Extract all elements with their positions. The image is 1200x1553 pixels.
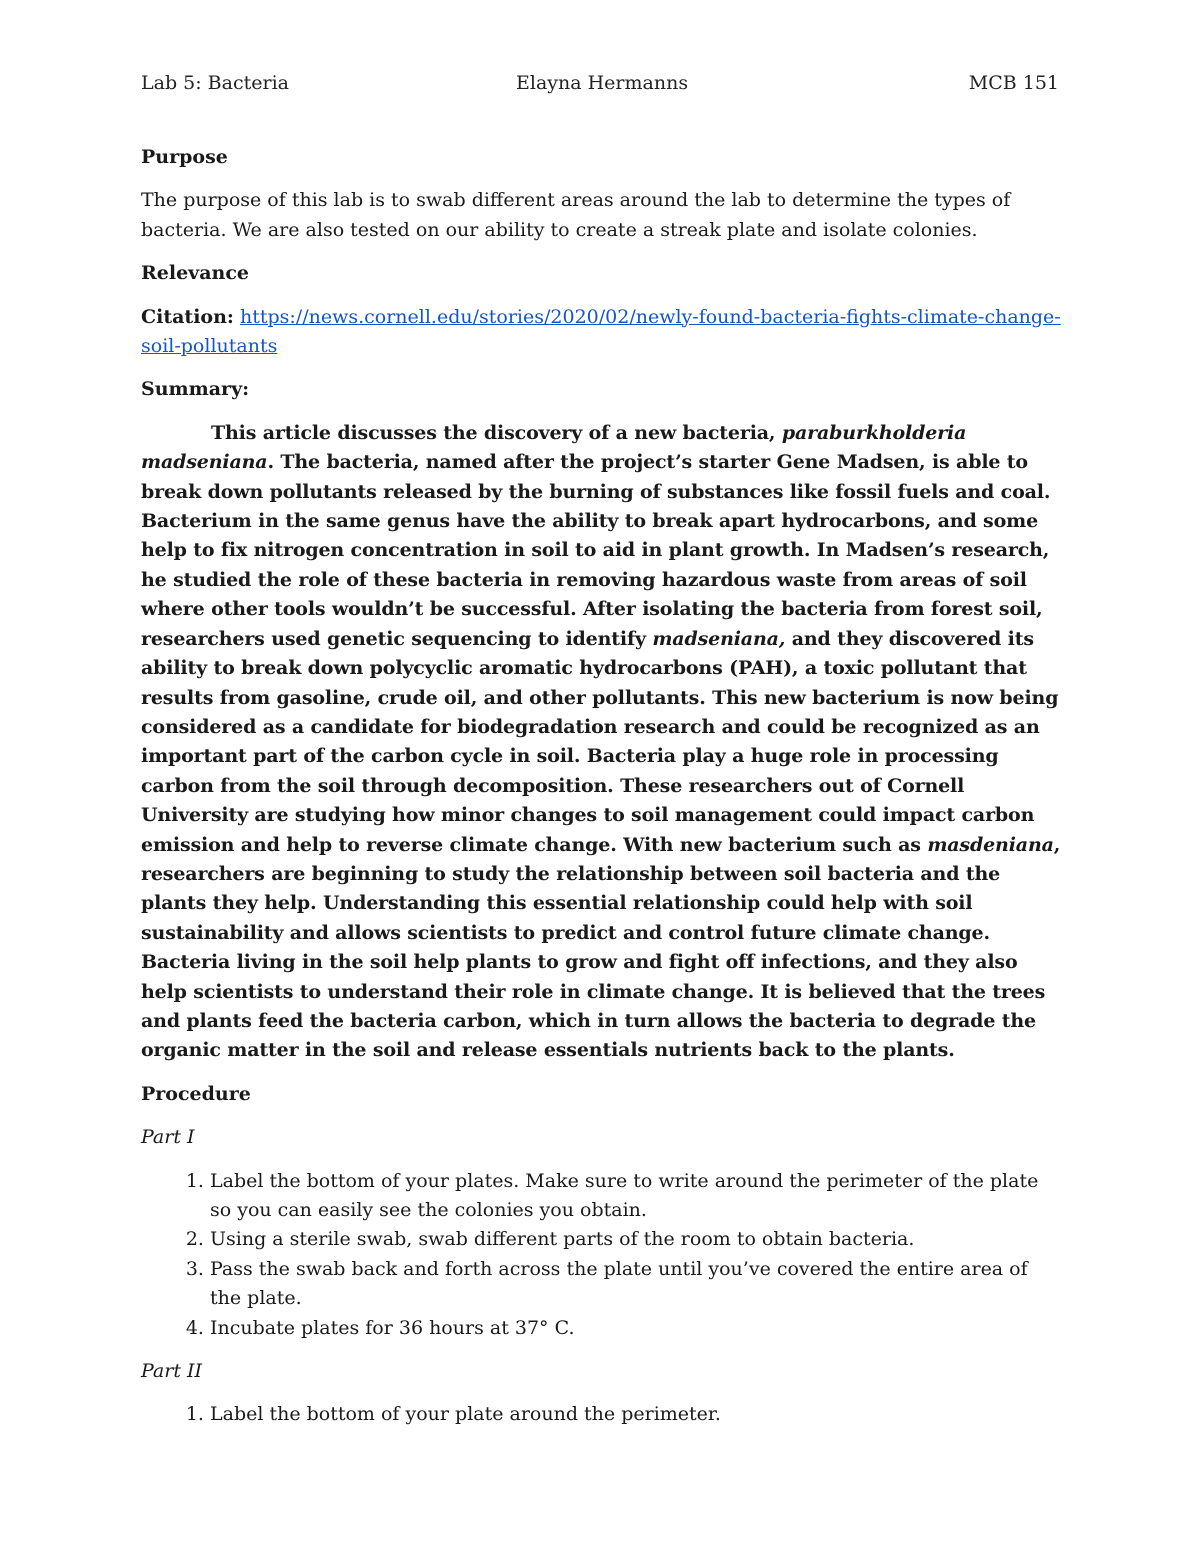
species-name-italic: masdeniana [927,833,1054,856]
summary-heading: Summary: [141,378,250,401]
list-item: 1. Label the bottom of your plate around the perimeter. [210,1400,1061,1429]
summary-segment: . The bacteria, named after the project’s starter Gene Madsen, is able to break down pollutants released by the burning of substances like fossil fuels and coal. Bacterium in the same genus have the ability to break apart hydrocarbons, and some help to fix nitrogen concentration in soil to aid in plant growth. In Madsen’s research, he studied the role of these bacteria in removing hazardous waste from areas of soil where other tools wouldn’t be successful. After isolating the bacteria from forest soil, researchers used genetic sequencing to identify [141,451,1051,650]
page-header [141,72,1059,102]
citation-label: Citation: [141,305,234,328]
header-lab-title: Lab 5: Bacteria [141,72,289,94]
list-item: 4. Incubate plates for 36 hours at 37° C. [210,1314,1061,1343]
species-name-italic: madseniana, [652,627,786,650]
summary-segment: This article discusses the discovery of a new bacteria, [211,421,782,444]
citation [141,303,1061,362]
summary-segment: , researchers are beginning to study the relationship between soil bacteria and the plants they help. Understanding this essential relationship could help with soil sustainability and allows scientists to predict and control future climate change. Bacteria living in the soil help plants to grow and fight off infections, and they also help scientists to understand their role in climate change. It is believed that the trees and plants feed the bacteria carbon, which in turn allows the bacteria to degrade the organic matter in the soil and release essentials nutrients back to the plants. [141,833,1061,1062]
list-item: 1. Label the bottom of your plates. Make sure to write around the perimeter of the plate so you can easily see the colonies you obtain. [210,1167,1061,1226]
part-2-title: Part II [141,1360,203,1383]
procedure-heading: Procedure [141,1082,251,1105]
header-author: Elayna Hermanns [516,72,689,94]
citation-link[interactable]: https://news.cornell.edu/stories/2020/02/newly-found-bacteria-fights-climate-change-soil-pollutants [141,305,1061,358]
summary-text [141,419,1061,1066]
summary-segment: and they discovered its ability to break down polycyclic aromatic hydrocarbons (PAH), a toxic pollutant that results from gasoline, crude oil, and other pollutants. This new bacterium is now being considered as a candidate for biodegradation research and could be recognized as an important part of the carbon cycle in soil. Bacteria play a huge role in processing carbon from the soil through decomposition. These researchers out of Cornell University are studying how minor changes to soil management could impact carbon emission and help to reverse climate change. With new bacterium such as [141,627,1059,856]
part-1-steps [141,1167,1061,1343]
purpose-text: The purpose of this lab is to swab different areas around the lab to determine the types of bacteria. We are also tested on our ability to create a streak plate and isolate colonies. [141,189,1011,241]
list-item: 2. Using a sterile swab, swab different parts of the room to obtain bacteria. [210,1225,1061,1254]
part-2-steps [141,1400,1061,1429]
list-item: 3. Pass the swab back and forth across the plate until you’ve covered the entire area of the plate. [210,1255,1061,1314]
part-1-title: Part I [141,1126,195,1149]
species-name-italic: paraburkholderia madseniana [141,421,967,474]
purpose-heading: Purpose [141,146,228,168]
header-course: MCB 151 [968,72,1059,94]
relevance-heading: Relevance [141,262,250,285]
document-body [141,143,1061,1444]
